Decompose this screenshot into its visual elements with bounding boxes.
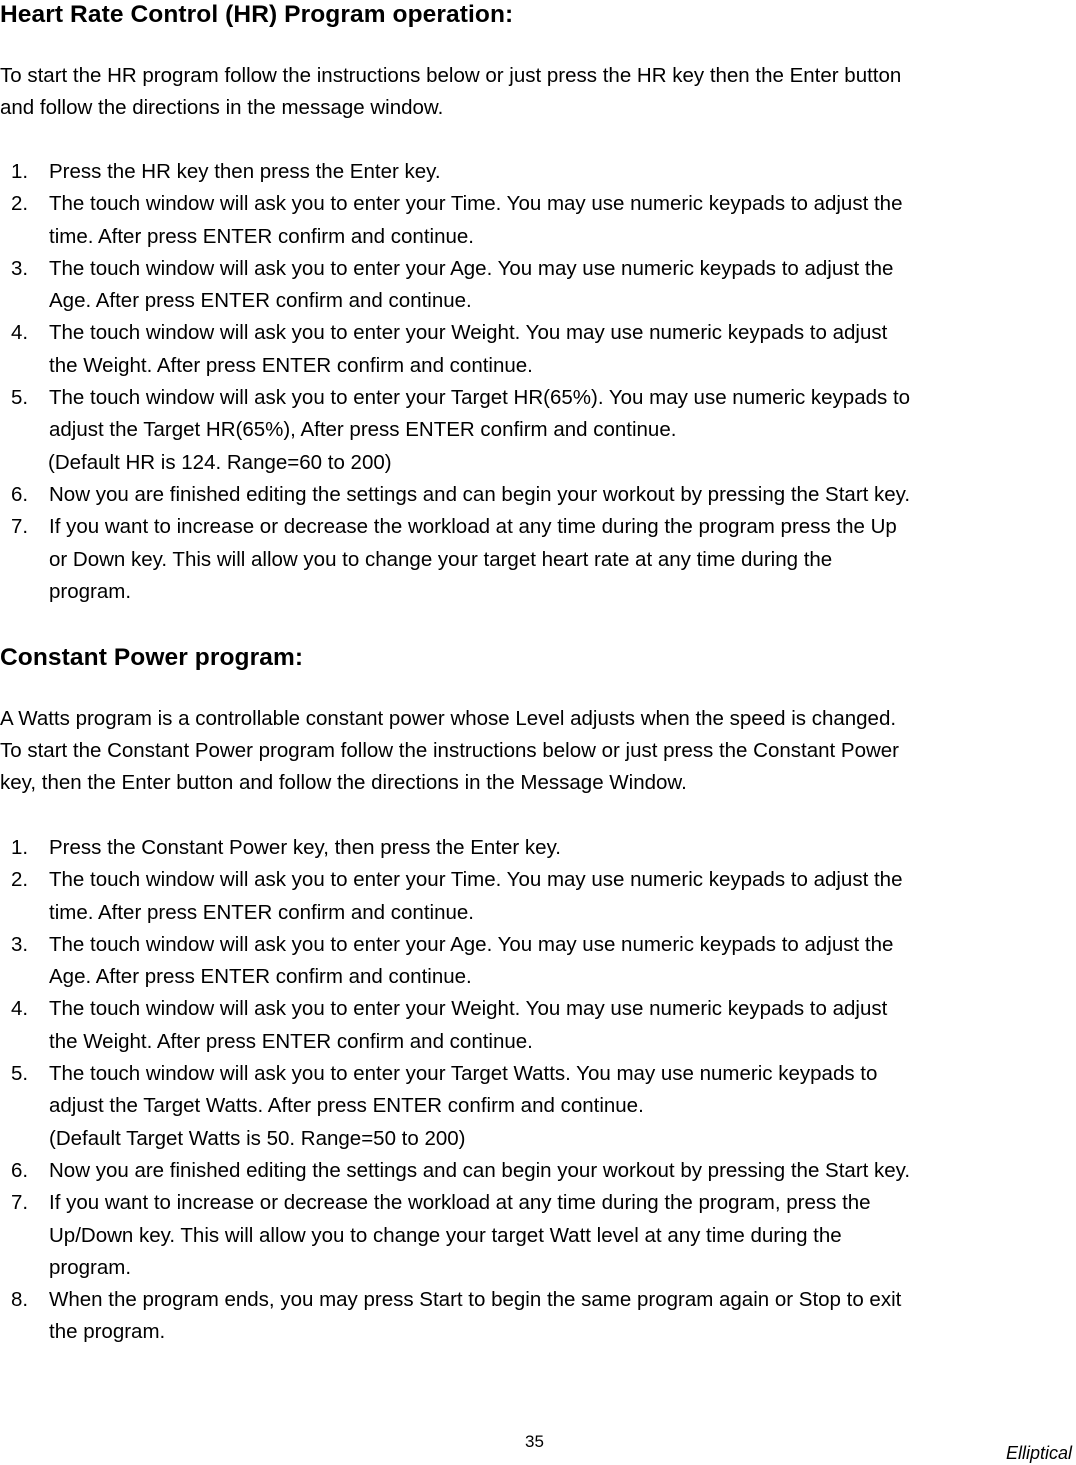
list-item bbox=[0, 929, 1076, 994]
step-number: 7. bbox=[11, 515, 29, 539]
intro-line: key, then the Enter button and follow the directions in the Message Window. bbox=[0, 771, 687, 794]
list-item bbox=[0, 253, 1076, 318]
step-text: The touch window will ask you to enter your Weight. You may use numeric keypads to adjust bbox=[49, 321, 888, 345]
step-text: Up/Down key. This will allow you to change your target Watt level at any time during the bbox=[49, 1223, 842, 1247]
step-text: If you want to increase or decrease the workload at any time during the program press the Up bbox=[49, 515, 897, 539]
step-text: time. After press ENTER confirm and continue. bbox=[49, 900, 474, 924]
step-text: Now you are finished editing the settings and can begin your workout by pressing the Start key. bbox=[49, 1158, 911, 1182]
step-text: The touch window will ask you to enter your Target Watts. You may use numeric keypads to bbox=[49, 1062, 878, 1086]
step-text: Press the Constant Power key, then press the Enter key. bbox=[49, 836, 561, 859]
list-item bbox=[0, 1155, 1076, 1187]
step-text: or Down key. This will allow you to change your target heart rate at any time during the bbox=[49, 547, 833, 571]
list-item bbox=[0, 188, 1076, 253]
step-text: If you want to increase or decrease the workload at any time during the program, press the bbox=[49, 1191, 871, 1215]
hr-program-heading: Heart Rate Control (HR) Program operation: bbox=[0, 1, 514, 28]
intro-line: A Watts program is a controllable constant power whose Level adjusts when the speed is changed. bbox=[0, 707, 897, 730]
step-text: time. After press ENTER confirm and continue. bbox=[49, 224, 474, 248]
step-number: 3. bbox=[11, 932, 29, 956]
step-text: Age. After press ENTER confirm and continue. bbox=[49, 965, 472, 989]
intro-line: and follow the directions in the message window. bbox=[0, 96, 444, 119]
step-text: program. bbox=[49, 1255, 132, 1279]
step-text: the Weight. After press ENTER confirm and continue. bbox=[49, 1029, 533, 1053]
step-number: 6. bbox=[11, 482, 29, 506]
step-text: The touch window will ask you to enter your Age. You may use numeric keypads to adjust the bbox=[49, 256, 894, 280]
constant-power-steps-list bbox=[0, 832, 1076, 1349]
step-text: Press the HR key then press the Enter key. bbox=[49, 160, 441, 183]
step-number: 5. bbox=[11, 386, 29, 410]
hr-steps-list bbox=[0, 156, 1076, 608]
step-text: adjust the Target HR(65%), After press ENTER confirm and continue. bbox=[49, 418, 677, 442]
hr-intro-paragraph bbox=[0, 60, 1076, 124]
step-text: The touch window will ask you to enter your Time. You may use numeric keypads to adjust the bbox=[49, 868, 903, 892]
step-number: 1. bbox=[11, 160, 29, 183]
step-number: 7. bbox=[11, 1191, 29, 1215]
step-text: When the program ends, you may press Start to begin the same program again or Stop to exit bbox=[49, 1288, 902, 1312]
step-text: Now you are finished editing the settings and can begin your workout by pressing the Start key. bbox=[49, 482, 911, 506]
step-text: program. bbox=[49, 579, 132, 603]
intro-line: To start the HR program follow the instructions below or just press the HR key then the Enter button bbox=[0, 64, 902, 87]
step-text: Age. After press ENTER confirm and continue. bbox=[49, 289, 472, 313]
default-range-note: (Default HR is 124. Range=60 to 200) bbox=[48, 450, 392, 474]
list-item bbox=[0, 1284, 1076, 1349]
step-text: The touch window will ask you to enter your Age. You may use numeric keypads to adjust the bbox=[49, 932, 894, 956]
step-text: the program. bbox=[49, 1320, 166, 1344]
list-item bbox=[0, 382, 1076, 479]
step-number: 2. bbox=[11, 192, 29, 216]
step-number: 2. bbox=[11, 868, 29, 892]
constant-power-heading: Constant Power program: bbox=[0, 644, 304, 671]
step-text: The touch window will ask you to enter your Target HR(65%). You may use numeric keypads to bbox=[49, 386, 911, 410]
list-item bbox=[0, 1187, 1076, 1284]
list-item bbox=[0, 156, 1076, 188]
step-text: the Weight. After press ENTER confirm and continue. bbox=[49, 353, 533, 377]
step-number: 1. bbox=[11, 836, 29, 859]
step-text: The touch window will ask you to enter your Time. You may use numeric keypads to adjust the bbox=[49, 192, 903, 216]
step-number: 4. bbox=[11, 997, 29, 1021]
list-item bbox=[0, 832, 1076, 864]
footer-label: Elliptical bbox=[1005, 1443, 1072, 1463]
step-number: 8. bbox=[11, 1288, 29, 1312]
list-item bbox=[0, 1058, 1076, 1155]
step-text: The touch window will ask you to enter your Weight. You may use numeric keypads to adjust bbox=[49, 997, 888, 1021]
step-text: adjust the Target Watts. After press ENTER confirm and continue. bbox=[49, 1094, 644, 1118]
list-item bbox=[0, 864, 1076, 929]
list-item bbox=[0, 511, 1076, 608]
step-number: 3. bbox=[11, 256, 29, 280]
list-item bbox=[0, 993, 1076, 1058]
step-number: 5. bbox=[11, 1062, 29, 1086]
step-number: 6. bbox=[11, 1158, 29, 1182]
page-number: 35 bbox=[525, 1432, 544, 1451]
list-item bbox=[0, 317, 1076, 382]
list-item bbox=[0, 479, 1076, 511]
intro-line: To start the Constant Power program follow the instructions below or just press the Constant Power bbox=[0, 739, 900, 762]
default-range-note: (Default Target Watts is 50. Range=50 to 200) bbox=[49, 1126, 466, 1150]
constant-power-intro-paragraph bbox=[0, 703, 1076, 799]
step-number: 4. bbox=[11, 321, 29, 345]
